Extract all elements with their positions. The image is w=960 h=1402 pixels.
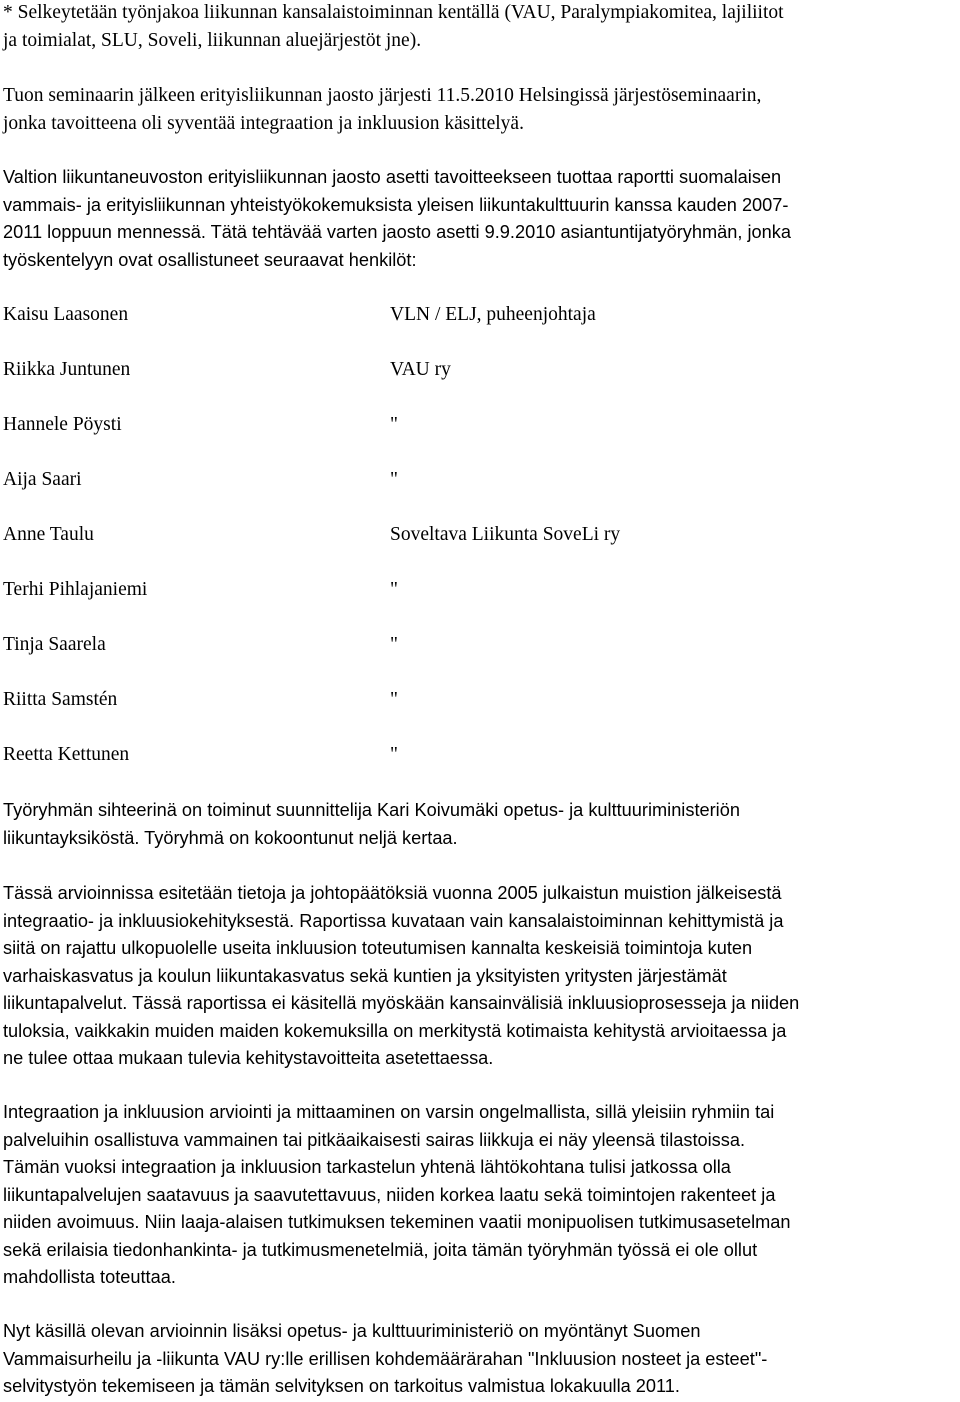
paragraph-assessment	[3, 880, 955, 1073]
paragraph-seminar	[3, 82, 955, 137]
text-line: liikuntayksiköstä. Työryhmä on kokoontunut neljä kertaa.	[3, 827, 458, 848]
text-line: ne tulee ottaa mukaan tulevia kehitystavoitteita asetettaessa.	[3, 1048, 494, 1068]
member-row	[3, 631, 955, 659]
text-line: liikuntapalvelujen saatavuus ja saavutettavuus, niiden korkea laatu sekä toimintojen rakenteet ja	[3, 1184, 776, 1205]
text-line: siitä on rajattu ulkopuolelle useita inkluusion toteutumisen kannalta keskeisiä toimintoja kuten	[3, 938, 753, 958]
member-name: Kaisu Laasonen	[3, 304, 129, 325]
paragraph-measurement	[3, 1099, 955, 1292]
member-organization: "	[390, 744, 398, 765]
text-line: palveluihin osallistuva vammainen tai pitkäaikaisesti sairas liikkuja ei näy yleensä tilastoissa.	[3, 1129, 746, 1150]
member-organization: "	[390, 414, 398, 435]
member-row	[3, 521, 955, 549]
member-row	[3, 411, 955, 439]
text-line: 2011 loppuun mennessä. Tätä tehtävää varten jaosto asetti 9.9.2010 asiantuntijatyöryhmän, jonka	[3, 222, 791, 242]
member-name: Riitta Samstén	[3, 689, 118, 710]
text-line: jonka tavoitteena oli syventää integraation ja inkluusion käsittelyä.	[3, 112, 524, 134]
text-line: selvitystyön tekemiseen ja tämän selvityksen on tarkoitus valmistua lokakuulla 2011.	[3, 1376, 680, 1396]
member-name: Hannele Pöysti	[3, 414, 122, 435]
member-organization: "	[390, 579, 398, 600]
paragraph-vau-funding	[3, 1318, 955, 1401]
text-line: Integraation ja inkluusion arviointi ja mittaaminen on varsin ongelmallista, sillä yleisiin ryhmiin tai	[3, 1102, 775, 1122]
member-name: Riikka Juntunen	[3, 359, 131, 380]
member-organization: VLN / ELJ, puheenjohtaja	[390, 304, 596, 325]
text-line: Nyt käsillä olevan arvioinnin lisäksi opetus- ja kulttuuriministeriö on myöntänyt Suomen	[3, 1321, 701, 1341]
text-line: työskentelyyn ovat osallistuneet seuraavat henkilöt:	[3, 249, 417, 270]
member-row	[3, 686, 955, 714]
text-line: Vammaisurheilu ja -liikunta VAU ry:lle erillisen kohdemäärärahan "Inkluusion nosteet ja esteet"-	[3, 1348, 768, 1369]
member-name: Aija Saari	[3, 469, 82, 490]
member-organization: Soveltava Liikunta SoveLi ry	[390, 524, 621, 545]
text-line: tuloksia, vaikkakin muiden maiden kokemuksilla on merkitystä kotimaista kehitystä arvioitaessa ja	[3, 1020, 787, 1041]
text-line: * Selkeytetään työnjakoa liikunnan kansalaistoiminnan kentällä (VAU, Paralympiakomitea, lajiliitot	[3, 2, 784, 23]
text-line: Valtion liikuntaneuvoston erityisliikunnan jaosto asetti tavoitteekseen tuottaa raportti suomalaisen	[3, 167, 782, 187]
text-line: Tuon seminaarin jälkeen erityisliikunnan jaosto järjesti 11.5.2010 Helsingissä järjestöseminaarin,	[3, 85, 762, 106]
text-line: Tässä arvioinnissa esitetään tietoja ja johtopäätöksiä vuonna 2005 julkaistun muistion jälkeisestä	[3, 883, 782, 903]
member-organization: "	[390, 689, 398, 710]
text-line: liikuntapalvelut. Tässä raportissa ei käsitellä myöskään kansainvälisiä inkluusioprosesseja ja niiden	[3, 993, 800, 1013]
text-line: sekä erilaisia tiedonhankinta- ja tutkimusmenetelmiä, joita tämän työryhmän työssä ei ole ollut	[3, 1239, 758, 1260]
member-organization: "	[390, 634, 398, 655]
member-row	[3, 466, 955, 494]
member-organization: "	[390, 469, 398, 490]
paragraph-working-group	[3, 164, 955, 274]
text-line: Työryhmän sihteerinä on toiminut suunnittelija Kari Koivumäki opetus- ja kulttuuriministeriön	[3, 800, 740, 820]
member-row	[3, 301, 955, 329]
text-line: varhaiskasvatus ja koulun liikuntakasvatus sekä kuntien ja yksityisten yritysten järjestämät	[3, 965, 727, 986]
text-line: mahdollista toteuttaa.	[3, 1267, 176, 1287]
paragraph-secretary	[3, 797, 955, 852]
member-name: Reetta Kettunen	[3, 744, 130, 765]
member-organization: VAU ry	[390, 359, 451, 380]
member-row	[3, 576, 955, 604]
member-row	[3, 741, 955, 769]
text-line: integraatio- ja inkluusiokehityksestä. Raportissa kuvataan vain kansalaistoiminnan kehittymistä ja	[3, 910, 784, 931]
member-name: Tinja Saarela	[3, 634, 106, 655]
member-row	[3, 356, 955, 384]
text-line: ja toimialat, SLU, Soveli, liikunnan aluejärjestöt jne).	[3, 29, 422, 51]
member-name: Terhi Pihlajaniemi	[3, 579, 148, 600]
member-name: Anne Taulu	[3, 524, 94, 545]
text-line: Tämän vuoksi integraation ja inkluusion tarkastelun yhtenä lähtökohtana tulisi jatkossa olla	[3, 1157, 731, 1177]
text-line: niiden avoimuus. Niin laaja-alaisen tutkimuksen tekeminen vaatii monipuolisen tutkimusasetelman	[3, 1212, 791, 1232]
paragraph-coordination	[3, 0, 955, 54]
text-line: vammais- ja erityisliikunnan yhteistyökokemuksista yleisen liikuntakulttuurin kanssa kauden 2007-	[3, 194, 789, 215]
